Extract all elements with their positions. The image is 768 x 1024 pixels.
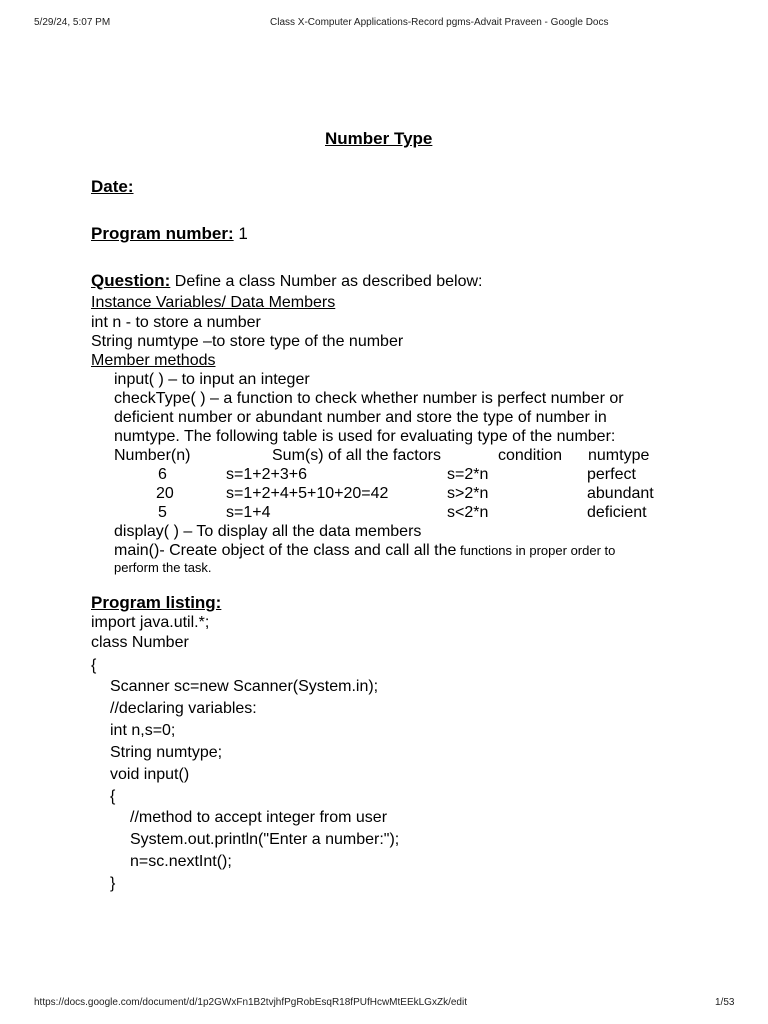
instance-heading: Instance Variables/ Data Members: [91, 294, 336, 311]
instance-line: int n - to store a number: [91, 314, 261, 331]
code-line: Scanner sc=new Scanner(System.in);: [110, 678, 379, 695]
member-heading: Member methods: [91, 352, 216, 369]
code-line: void input(): [110, 766, 190, 783]
method-main: [114, 541, 615, 560]
print-doc-title: Class X-Computer Applications-Record pgms-Advait Praveen - Google Docs: [270, 17, 609, 28]
code-line: System.out.println("Enter a number:");: [130, 831, 400, 848]
method-main-small: functions in proper order to: [456, 543, 616, 558]
print-datetime: 5/29/24, 5:07 PM: [34, 17, 111, 28]
listing-label: Program listing:: [91, 593, 222, 612]
method-check-line: deficient number or abundant number and store the type of number in: [114, 409, 607, 426]
program-number-value: 1: [233, 224, 248, 243]
code-line: {: [110, 788, 116, 805]
table-header-sum: Sum(s) of all the factors: [272, 447, 441, 464]
method-main-line2: perform the task.: [114, 560, 212, 575]
table-cell-numtype: deficient: [587, 504, 647, 521]
table-cell-sum: s=1+2+4+5+10+20=42: [226, 485, 389, 502]
print-url[interactable]: https://docs.google.com/document/d/1p2GWxFn1B2tvjhfPgRobEsqR18fPUfHcwMtEEkLGxZk/edit: [34, 997, 467, 1008]
instance-line: String numtype –to store type of the number: [91, 333, 404, 350]
code-line: int n,s=0;: [110, 722, 176, 739]
table-header-numtype: numtype: [588, 447, 650, 464]
table-cell-n: 6: [158, 466, 167, 483]
table-cell-n: 5: [158, 504, 167, 521]
method-main-text: main()- Create object of the class and call all the: [114, 542, 457, 559]
question-text: Define a class Number as described below:: [170, 273, 483, 290]
code-line: //method to accept integer from user: [130, 809, 388, 826]
date-label: Date:: [91, 177, 134, 196]
table-header-condition: condition: [498, 447, 563, 464]
method-input: input( ) – to input an integer: [114, 371, 310, 388]
method-check-line: checkType( ) – a function to check whether number is perfect number or: [114, 390, 624, 407]
code-line: String numtype;: [110, 744, 223, 761]
question: [91, 271, 483, 291]
code-line: n=sc.nextInt();: [130, 853, 232, 870]
method-display: display( ) – To display all the data members: [114, 523, 422, 540]
table-cell-sum: s=1+4: [226, 504, 271, 521]
table-cell-condition: s=2*n: [447, 466, 489, 483]
method-check-line: numtype. The following table is used for evaluating type of the number:: [114, 428, 616, 445]
table-cell-condition: s<2*n: [447, 504, 489, 521]
question-label: Question:: [91, 271, 171, 290]
code-line: {: [91, 657, 97, 674]
page-title: Number Type: [325, 129, 433, 148]
table-cell-n: 20: [156, 485, 174, 502]
table-cell-sum: s=1+2+3+6: [226, 466, 307, 483]
code-line: //declaring variables:: [110, 700, 257, 717]
program-number: [91, 224, 248, 244]
print-page-number: 1/53: [715, 997, 735, 1008]
code-line: import java.util.*;: [91, 614, 210, 631]
table-header-number: Number(n): [114, 447, 191, 464]
table-cell-numtype: abundant: [587, 485, 654, 502]
code-line: class Number: [91, 634, 189, 651]
program-number-label: Program number:: [91, 224, 234, 243]
code-line: }: [110, 875, 116, 892]
table-cell-numtype: perfect: [587, 466, 636, 483]
table-cell-condition: s>2*n: [447, 485, 489, 502]
